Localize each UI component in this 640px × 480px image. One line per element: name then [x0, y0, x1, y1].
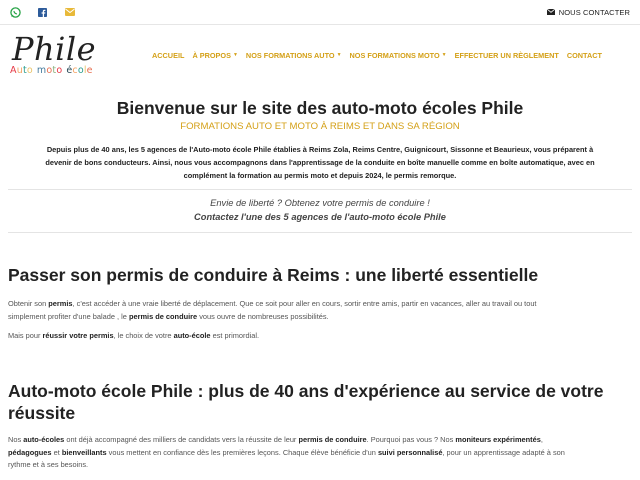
divider — [8, 189, 632, 190]
logo-wordmark: Phile — [12, 30, 97, 68]
title-line: réussite — [8, 403, 76, 423]
nav-item-label: EFFECTUER UN RÈGLEMENT — [454, 50, 559, 60]
logo-letter: é — [66, 65, 73, 76]
mail-icon[interactable] — [64, 6, 75, 18]
contact-label: NOUS CONTACTER — [558, 7, 630, 17]
bold-text: auto-école — [173, 331, 211, 340]
text: Obtenir son — [8, 299, 49, 308]
text: vous ouvre de nombreuses possibilités. — [197, 311, 329, 321]
nav-item-label: NOS FORMATIONS AUTO — [245, 50, 335, 60]
text: , pour un apprentissage adapté à son — [442, 447, 565, 457]
nav-item-label: CONTACT — [566, 50, 602, 60]
divider — [8, 232, 632, 233]
logo-letter: c — [72, 65, 78, 76]
nav-item-label: ACCUEIL — [152, 50, 185, 60]
logo-letter: l — [83, 65, 87, 76]
text: Nos — [8, 435, 24, 444]
logo-letter: u — [16, 65, 23, 76]
text: , c'est accéder à une vraie liberté de déplacement. Que ce soit pour aller en cours, sortir entre amis, partir en vacances, aller au travail ou tout — [72, 299, 537, 308]
text: rythme et à ses besoins. — [8, 460, 89, 469]
page-subtitle: FORMATIONS AUTO ET MOTO À REIMS ET DANS SA RÉGION — [180, 121, 460, 132]
nav-item-nos-formations-auto[interactable] — [246, 51, 342, 60]
nav-item-label: À PROPOS — [192, 50, 231, 60]
nav-item-effectuer-un-règlement[interactable] — [455, 51, 559, 60]
nav-item-contact[interactable] — [567, 51, 602, 60]
section-paragraph — [8, 434, 632, 472]
cta-contact: Contactez l'une des 5 agences de l'auto-moto école Phile — [194, 212, 446, 222]
text: Mais pour — [8, 331, 43, 340]
intro-text — [14, 143, 626, 182]
text: simplement profiter d'une balade , le — [8, 311, 129, 321]
text: et — [51, 447, 62, 457]
site-logo[interactable] — [8, 30, 108, 80]
text: vous mettent en confiance dès les premières leçons. Chaque élève bénéficie d'un — [106, 447, 378, 457]
text: . Pourquoi pas vous ? Nos — [366, 435, 456, 444]
caret-down-icon: ▼ — [441, 52, 447, 58]
text: est primordial. — [210, 331, 260, 340]
contact-link[interactable] — [547, 6, 630, 18]
facebook-icon[interactable] — [37, 6, 48, 18]
main-nav — [152, 49, 610, 61]
bold-text: permis de conduire — [298, 435, 367, 444]
nav-item-nos-formations-moto[interactable] — [350, 51, 447, 60]
logo-letter: m — [36, 65, 47, 76]
bold-text: permis — [48, 299, 73, 308]
bold-text: pédagogues — [8, 447, 52, 457]
logo-letter: o — [46, 65, 53, 76]
top-bar — [0, 0, 640, 25]
bold-text: auto-écoles — [23, 435, 65, 444]
page-title: Bienvenue sur le site des auto-moto écoles Phile — [116, 98, 524, 118]
bold-text: réussir votre permis — [42, 331, 114, 340]
intro-line: devenir de bons conducteurs. Ainsi, nous vous accompagnons dans l'apprentissage de la conduite en boîte manuelle comme en boîte automatique, avec en — [45, 158, 595, 167]
text: , — [540, 435, 543, 444]
logo-letter: o — [77, 65, 84, 76]
logo-letter: t — [52, 65, 57, 76]
logo-tagline — [10, 65, 93, 76]
section-paragraph — [8, 298, 632, 323]
section-paragraph — [8, 330, 632, 343]
bold-text: suivi personnalisé — [377, 447, 443, 457]
logo-letter: A — [10, 65, 17, 76]
nav-item-à-propos[interactable] — [192, 51, 237, 60]
envelope-icon — [547, 9, 555, 15]
cta-tagline: Envie de liberté ? Obtenez votre permis de conduire ! — [210, 198, 430, 208]
logo-letter: e — [86, 65, 93, 76]
logo-letter: t — [22, 65, 27, 76]
logo-letter: o — [56, 65, 63, 76]
title-line: Auto-moto école Phile : plus de 40 ans d'expérience au service de votre — [8, 381, 604, 401]
caret-down-icon: ▼ — [336, 52, 342, 58]
intro-line: complément la formation au permis moto et depuis 2024, le permis remorque. — [183, 171, 457, 180]
nav-item-label: NOS FORMATIONS MOTO — [349, 50, 440, 60]
logo-letter: o — [26, 65, 33, 76]
section-title: Passer son permis de conduire à Reims : une liberté essentielle — [8, 265, 539, 285]
bold-text: moniteurs expérimentés — [455, 435, 541, 444]
bold-text: permis de conduire — [128, 311, 198, 321]
text: , le choix de votre — [113, 331, 174, 340]
text: ont déjà accompagné des milliers de candidats vers la réussite de leur — [64, 435, 299, 444]
caret-down-icon: ▼ — [232, 52, 238, 58]
section-title — [8, 380, 603, 424]
intro-line: Depuis plus de 40 ans, les 5 agences de l'Auto-moto école Phile établies à Reims Zola, Reims Centre, Guignicourt, Sissonne et Beaurieux, vous préparent à — [46, 145, 594, 154]
whatsapp-icon[interactable] — [9, 6, 21, 18]
bold-text: bienveillants — [61, 447, 107, 457]
nav-item-accueil[interactable] — [152, 51, 184, 60]
